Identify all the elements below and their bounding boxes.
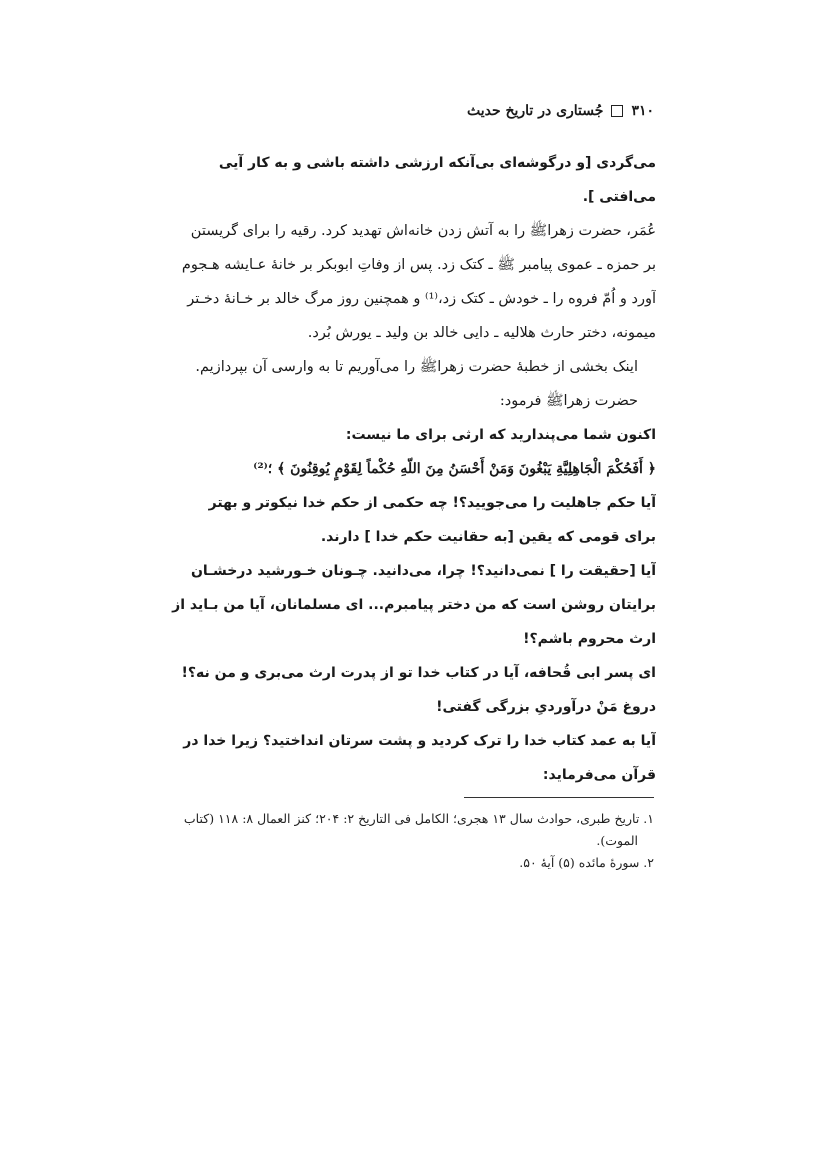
body-line: آیا حکم جاهلیت را می‌جویید؟! چه حکمی از حکم خدا نیکوتر و بهتر <box>208 495 656 511</box>
footnote-divider <box>464 797 654 798</box>
body-line: ای پسر ابی قُحافه، آیا در کتاب خدا تو از پدرت ارث می‌بری و من نه؟! <box>181 665 656 681</box>
header-square-ornament <box>611 105 623 117</box>
body-line: میمونه، دختر حارث هلالیه ـ دایی خالد بن ولید ـ یورش بُرد. <box>307 325 656 341</box>
footnote: ۱. تاریخ طبری، حوادث سال ۱۳ هجری؛ الکامل فی التاریخ ۲: ۲۰۴؛ کنز العمال ۸: ۱۱۸ (کتاب <box>183 811 654 826</box>
body-line: می‌گردی [و درگوشه‌ای بی‌آنکه ارزشی داشته باشی و به کار آیی <box>218 155 656 171</box>
book-title: جُستاری در تاریخ حدیث <box>466 103 604 119</box>
body-line: می‌افتی ]. <box>582 189 656 205</box>
body-line: آورد و اُمّ فروه را ـ خودش ـ کتک زد،⁽¹⁾ و همچنین روز مرگ خالد بر خـانهٔ دخـتر <box>187 291 656 307</box>
page-number: ۳۱۰ <box>631 103 654 119</box>
body-line: حضرت زهرا‌ﷺ فرمود: <box>499 393 638 409</box>
body-line: برایتان روشن است که من دختر پیامبرم... ای مسلمانان، آیا من بـاید از <box>172 597 656 613</box>
body-line: اکنون شما می‌پندارید که ارثی برای ما نیست: <box>345 427 656 443</box>
body-line: قرآن می‌فرماید: <box>542 767 656 783</box>
footnotes <box>170 808 654 874</box>
body-line: ارث محروم باشم؟! <box>523 631 656 647</box>
body-line: بر حمزه ـ عموی پیامبر ﷺ ـ کتک زد. پس از وفاتِ ابوبکر بر خانهٔ عـایشه هـجوم <box>181 257 656 273</box>
body-line: عُمَر، حضرت زهرا‌ﷺ را به آتش زدن خانه‌اش تهدید کرد. رقیه را برای گریستن <box>190 223 656 239</box>
body-line: برای قومی که یقین [به حقانیت حکم خدا ] دارند. <box>320 529 656 545</box>
footnote: ۲. سورهٔ مائده (۵) آیهٔ ۵۰. <box>519 855 654 870</box>
body-line: آیا به عمد کتاب خدا را ترک کردید و پشت سرتان انداختید؟ زیرا خدا در <box>183 733 656 749</box>
body-line: ﴿ أَفَحُكْمَ الْجَاهِلِيَّةِ يَبْغُونَ وَمَنْ أَحْسَنُ مِنَ اللّهِ حُكْماً لِقَوْمٍ يُوقِنُونَ ﴾ ؛⁽²⁾ <box>253 461 656 477</box>
body-line: اینک بخشی از خطبهٔ حضرت زهرا‌ﷺ را می‌آوریم تا به وارسی آن بپردازیم. <box>195 359 638 375</box>
body-line: آیا [حقیقت را ] نمی‌دانید؟! چرا، می‌دانید. چـونان خـورشید درخشـان <box>190 563 656 579</box>
running-header <box>467 103 654 119</box>
body-text <box>170 146 656 792</box>
body-line: دروغ مَنْ درآوردیِ بزرگی گفتی! <box>436 699 656 715</box>
footnote-continuation: الموت). <box>596 833 638 848</box>
